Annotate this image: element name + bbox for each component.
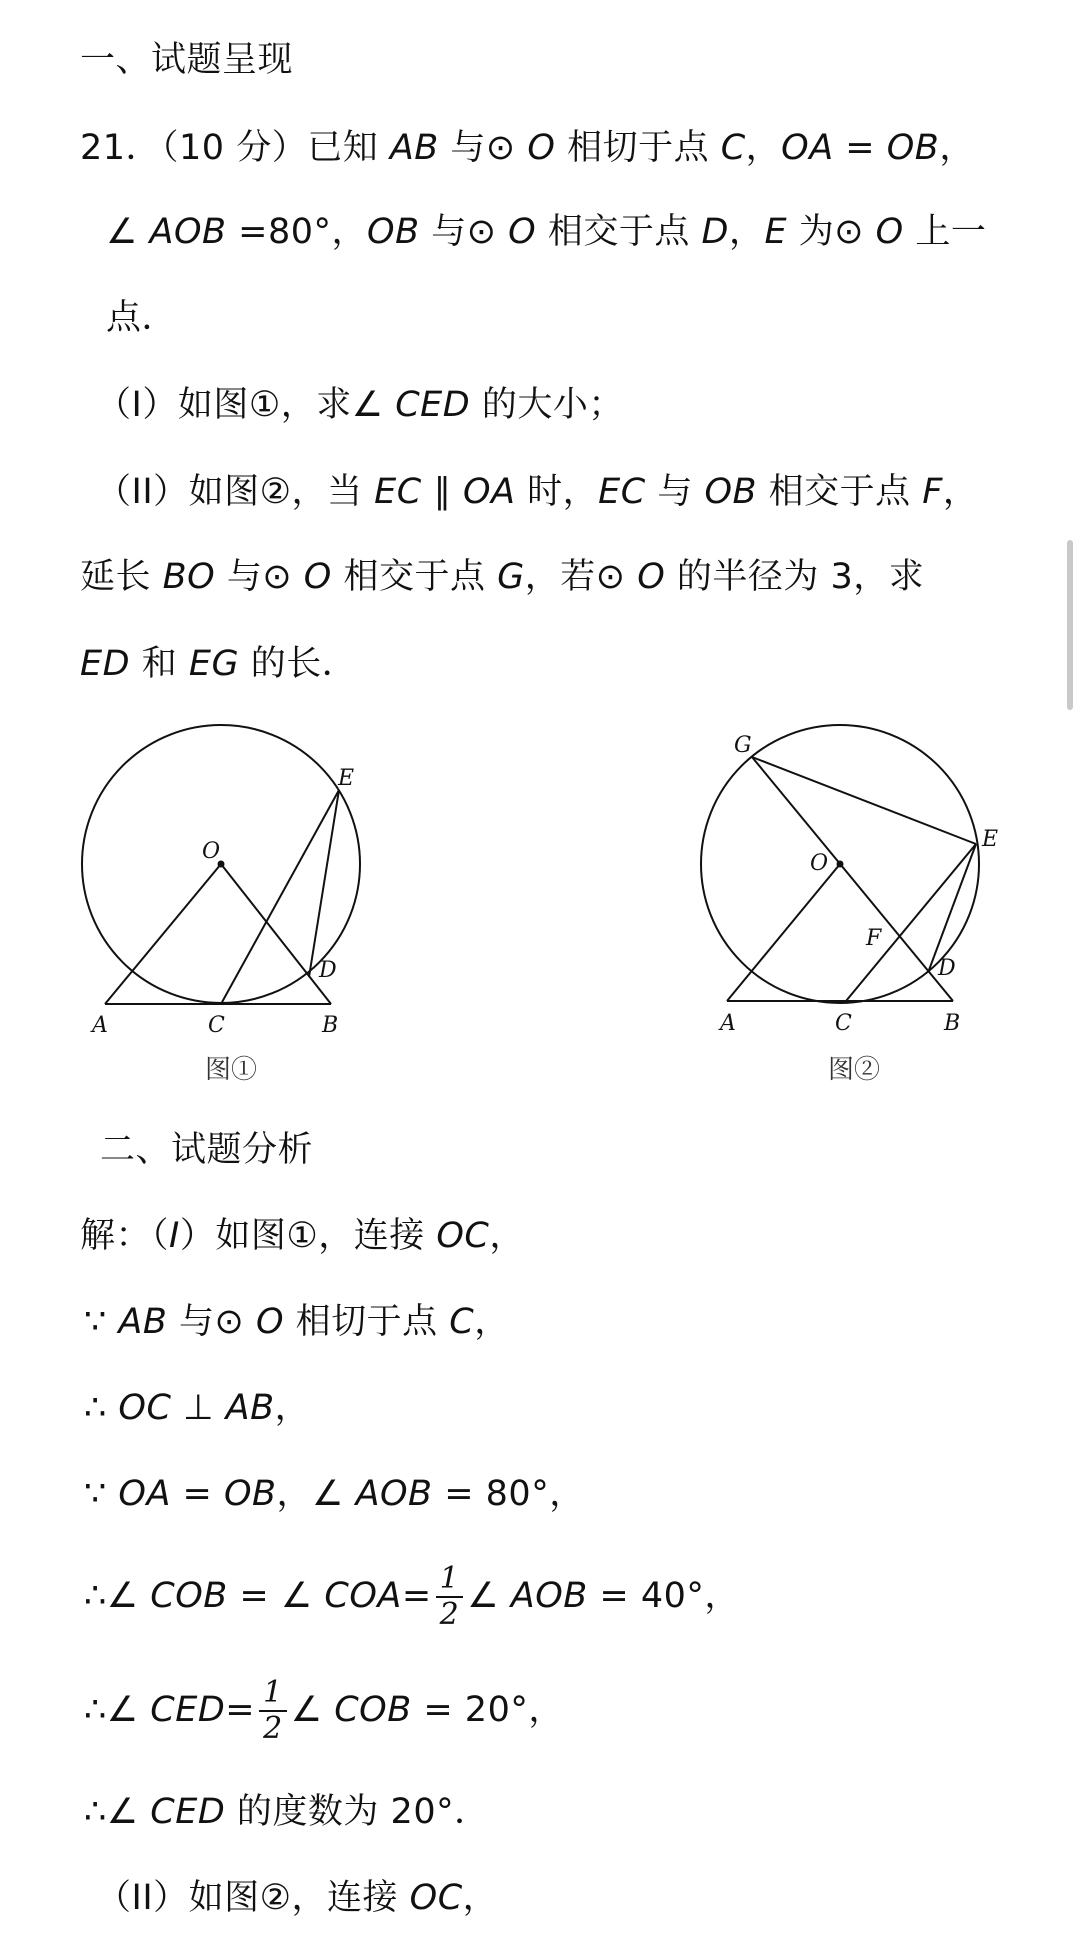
text: ， [489, 1216, 525, 1256]
text: 上一 [903, 212, 987, 252]
problem-line-4 [96, 383, 624, 427]
segment-gb [752, 757, 953, 1001]
scrollbar-thumb[interactable] [1067, 540, 1073, 710]
label-o: O [810, 851, 829, 876]
text: ∵ [84, 1474, 119, 1514]
segment-ce [846, 844, 976, 1001]
caption-figure-2: 图② [828, 1055, 881, 1085]
text: 与⊙ [419, 212, 509, 252]
text: ∥ [421, 472, 463, 512]
var: G [497, 557, 525, 597]
var: AOB [355, 1474, 433, 1514]
text: ， [274, 1388, 311, 1428]
solution-line-4 [84, 1472, 585, 1516]
text: 21．（10 分）已知 [80, 128, 390, 168]
text: =80°， [226, 212, 368, 252]
text: ∠ [290, 1690, 335, 1730]
var: COB [150, 1576, 228, 1616]
text: 时， [515, 472, 599, 512]
var: OC [118, 1388, 172, 1428]
var: E [764, 212, 788, 252]
var: F [922, 472, 943, 512]
text: ， [745, 128, 782, 168]
figure-2 [700, 720, 1020, 1090]
label-e: E [338, 766, 355, 791]
text: = [170, 1474, 224, 1514]
text: 与⊙ [167, 1302, 256, 1342]
var: OA [118, 1474, 171, 1514]
var: OB [704, 472, 758, 512]
text: 的度数为 20°． [225, 1792, 490, 1832]
var: EG [188, 644, 240, 684]
var: ED [80, 644, 131, 684]
text: ，若⊙ [524, 557, 638, 597]
label-f: F [866, 926, 882, 951]
text: 延长 [80, 557, 163, 597]
var: COA [324, 1576, 402, 1616]
solution-line-7 [84, 1790, 490, 1834]
var: O [637, 557, 666, 597]
point-o [837, 861, 844, 868]
label-g: G [734, 733, 752, 758]
label-b: B [322, 1013, 339, 1038]
text: ∠ [106, 212, 150, 252]
numerator: 1 [259, 1676, 287, 1712]
text: 相交于点 [331, 557, 498, 597]
problem-line-1 [80, 126, 975, 170]
label-e: E [982, 827, 999, 852]
solution-line-2 [84, 1300, 510, 1344]
solution-line-3 [84, 1386, 310, 1430]
text: （II）如图②，连接 [96, 1878, 410, 1918]
text: = 40°， [587, 1576, 740, 1616]
var: OA [781, 128, 834, 168]
var: OA [462, 472, 516, 512]
text: 为⊙ [787, 212, 876, 252]
text: ， [728, 212, 765, 252]
segment-ed [929, 844, 976, 970]
var: O [255, 1302, 285, 1342]
text: ⊥ [171, 1388, 226, 1428]
label-d: D [319, 958, 337, 983]
text: = ∠ [227, 1576, 325, 1616]
fraction-half [259, 1676, 287, 1746]
solution-line-1 [80, 1214, 525, 1258]
caption-figure-1: 图① [205, 1055, 258, 1085]
var: BO [162, 557, 216, 597]
var: AOB [510, 1576, 588, 1616]
text: 的半径为 3，求 [665, 557, 925, 597]
text: = [225, 1690, 256, 1730]
text: = 80°， [432, 1474, 585, 1514]
var: O [875, 212, 904, 252]
var: O [508, 212, 537, 252]
text: ， [474, 1302, 510, 1342]
text: ， [462, 1878, 499, 1918]
label-d: D [938, 956, 956, 981]
section2-title: 二、试题分析 [100, 1130, 314, 1170]
var: O [527, 128, 556, 168]
var: EC [374, 472, 422, 512]
var: AB [225, 1388, 275, 1428]
var: C [720, 128, 746, 168]
var: O [303, 557, 332, 597]
text: 与⊙ [438, 128, 528, 168]
segment-oa [105, 864, 221, 1004]
text: 相切于点 [284, 1302, 450, 1342]
text: ∵ [84, 1302, 119, 1342]
text: （II）如图②，当 [96, 472, 375, 512]
problem-line-5 [96, 470, 978, 514]
label-a: A [720, 1011, 736, 1036]
figure-1 [60, 720, 390, 1090]
text: ∴ [84, 1388, 119, 1428]
label-c: C [835, 1011, 852, 1036]
text: = 20°， [411, 1690, 564, 1730]
solution-line-6 [84, 1676, 564, 1746]
var: AB [389, 128, 439, 168]
problem-line-3: 点． [106, 298, 178, 338]
var: AOB [149, 212, 227, 252]
text: 相切于点 [555, 128, 721, 168]
text: 的大小； [470, 385, 624, 425]
text: （I）如图①，求∠ [96, 385, 396, 425]
var: COB [334, 1690, 412, 1730]
var: EC [598, 472, 646, 512]
text: = [833, 128, 887, 168]
text: 和 [130, 644, 189, 684]
numerator: 1 [436, 1562, 464, 1598]
problem-line-7 [80, 642, 357, 686]
text: ，∠ [276, 1474, 356, 1514]
var: CED [150, 1792, 226, 1832]
text: 解：（ [80, 1216, 170, 1256]
label-a: A [92, 1013, 108, 1038]
var: OC [409, 1878, 463, 1918]
var: I [169, 1216, 180, 1256]
solution-line-8 [96, 1876, 498, 1920]
label-b: B [944, 1011, 961, 1036]
var: AB [118, 1302, 168, 1342]
solution-line-5 [84, 1562, 740, 1632]
denominator: 2 [263, 1711, 283, 1746]
text: ∴∠ [84, 1690, 151, 1730]
section1-title: 一、试题呈现 [80, 40, 294, 80]
text: ∴∠ [84, 1792, 151, 1832]
text: ∴∠ [84, 1576, 151, 1616]
var: CED [395, 385, 471, 425]
text: 的长． [239, 644, 358, 684]
label-c: C [208, 1013, 225, 1038]
problem-line-6 [80, 555, 924, 599]
text: ）如图①，连接 [179, 1216, 437, 1256]
var: OB [886, 128, 940, 168]
var: OB [223, 1474, 277, 1514]
text: 与 [645, 472, 705, 512]
label-o: O [202, 839, 221, 864]
text: 相交于点 [536, 212, 702, 252]
fraction-half [436, 1562, 464, 1632]
var: OB [367, 212, 420, 252]
var: CED [150, 1690, 226, 1730]
var: C [449, 1302, 475, 1342]
text: ， [942, 472, 979, 512]
text: ∠ [467, 1576, 511, 1616]
var: D [701, 212, 729, 252]
text: 与⊙ [215, 557, 304, 597]
var: OC [436, 1216, 490, 1256]
problem-line-2 [106, 210, 986, 254]
segment-oa [727, 864, 840, 1001]
denominator: 2 [439, 1597, 460, 1632]
text: ， [939, 128, 975, 168]
text: 相交于点 [757, 472, 923, 512]
segment-ob [221, 864, 331, 1004]
text: = [401, 1576, 432, 1616]
